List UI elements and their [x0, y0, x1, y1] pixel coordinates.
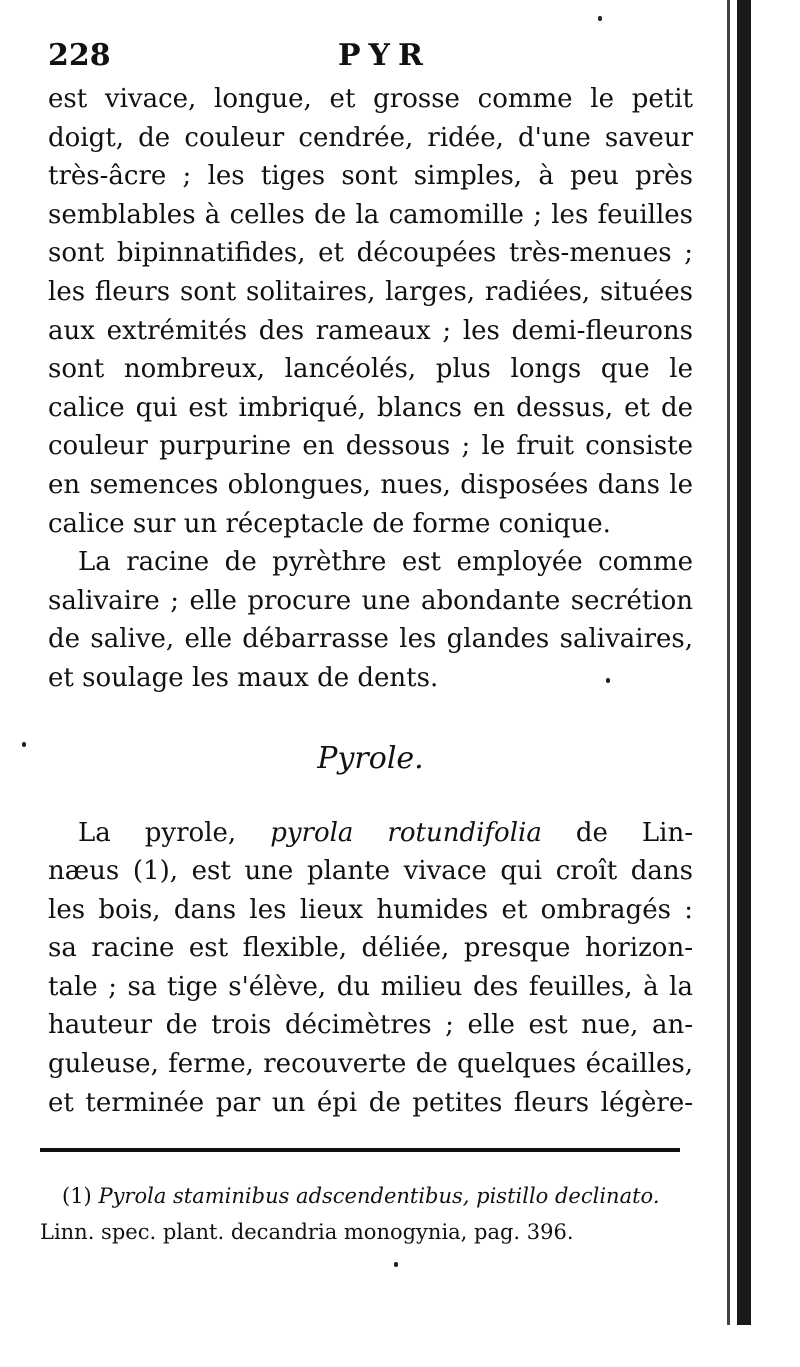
footnote-line: [40, 1178, 680, 1214]
footnote-line: Linn. spec. plant. decandria monogynia, pag. 396.: [40, 1220, 574, 1244]
print-speck: [606, 678, 610, 683]
text-line: les fleurs sont solitaires, larges, radiées, situées: [48, 276, 693, 307]
running-head: PYR: [338, 38, 431, 73]
text-fragment: La pyrole,: [78, 817, 271, 848]
text-line: très-âcre ; les tiges sont simples, à peu près: [48, 161, 693, 192]
print-speck: [394, 1262, 398, 1267]
text-line: La racine de pyrèthre est employée comme: [78, 547, 693, 578]
text-line: sont nombreux, lancéolés, plus longs que le: [48, 354, 693, 385]
paragraph-pyrethre-use: [48, 543, 693, 697]
text-line: calice qui est imbriqué, blancs en dessus, et de: [48, 392, 693, 423]
page-number: 228: [48, 38, 111, 73]
footnote-latin: Pyrola staminibus adscendentibus, pistillo declinato.: [98, 1184, 660, 1208]
footnote-rule: [40, 1148, 680, 1152]
page-edge-shadow: [727, 0, 730, 1325]
text-line: salivaire ; elle procure une abondante secrétion: [48, 585, 693, 616]
text-line: et terminée par un épi de petites fleurs légère-: [48, 1087, 693, 1118]
text-line: et soulage les maux de dents.: [48, 662, 439, 693]
page-header: [48, 38, 688, 78]
paragraph-pyrole: [48, 814, 693, 1123]
text-line: les bois, dans les lieux humides et ombragés :: [48, 894, 693, 925]
text-line: est vivace, longue, et grosse comme le petit: [48, 84, 693, 114]
text-line: aux extrémités des rameaux ; les demi-fleurons: [48, 315, 693, 346]
text-line: sa racine est flexible, déliée, presque horizon-: [48, 933, 693, 964]
footnote-marker: (1): [62, 1184, 92, 1208]
section-title: Pyrole.: [317, 740, 424, 776]
print-speck: [598, 16, 602, 21]
text-line: calice sur un réceptacle de forme conique.: [48, 508, 611, 539]
text-line: [48, 814, 693, 853]
text-line: de salive, elle débarrasse les glandes salivaires,: [48, 624, 693, 655]
text-line: guleuse, ferme, recouverte de quelques écailles,: [48, 1049, 693, 1080]
text-line: tale ; sa tige s'élève, du milieu des feuilles, à la: [48, 971, 693, 1002]
body-text: [48, 80, 693, 1122]
paragraph-continuation: [48, 80, 693, 543]
text-line: hauteur de trois décimètres ; elle est nue, an-: [48, 1010, 693, 1041]
page-edge-binding: [737, 0, 751, 1325]
text-line: semblables à celles de la camomille ; les feuilles: [48, 199, 693, 230]
text-line: en semences oblongues, nues, disposées dans le: [48, 469, 693, 500]
text-line: sont bipinnatifides, et découpées très-menues ;: [48, 238, 693, 269]
text-line: couleur purpurine en dessous ; le fruit consiste: [48, 431, 693, 462]
print-speck: [22, 742, 26, 747]
text-fragment: de Lin-: [541, 817, 693, 848]
text-line: doigt, de couleur cendrée, ridée, d'une saveur: [48, 122, 693, 153]
text-line: næus (1), est une plante vivace qui croît dans: [48, 856, 693, 887]
latin-name: pyrola rotundifolia: [270, 817, 542, 848]
footnote: [40, 1178, 680, 1250]
